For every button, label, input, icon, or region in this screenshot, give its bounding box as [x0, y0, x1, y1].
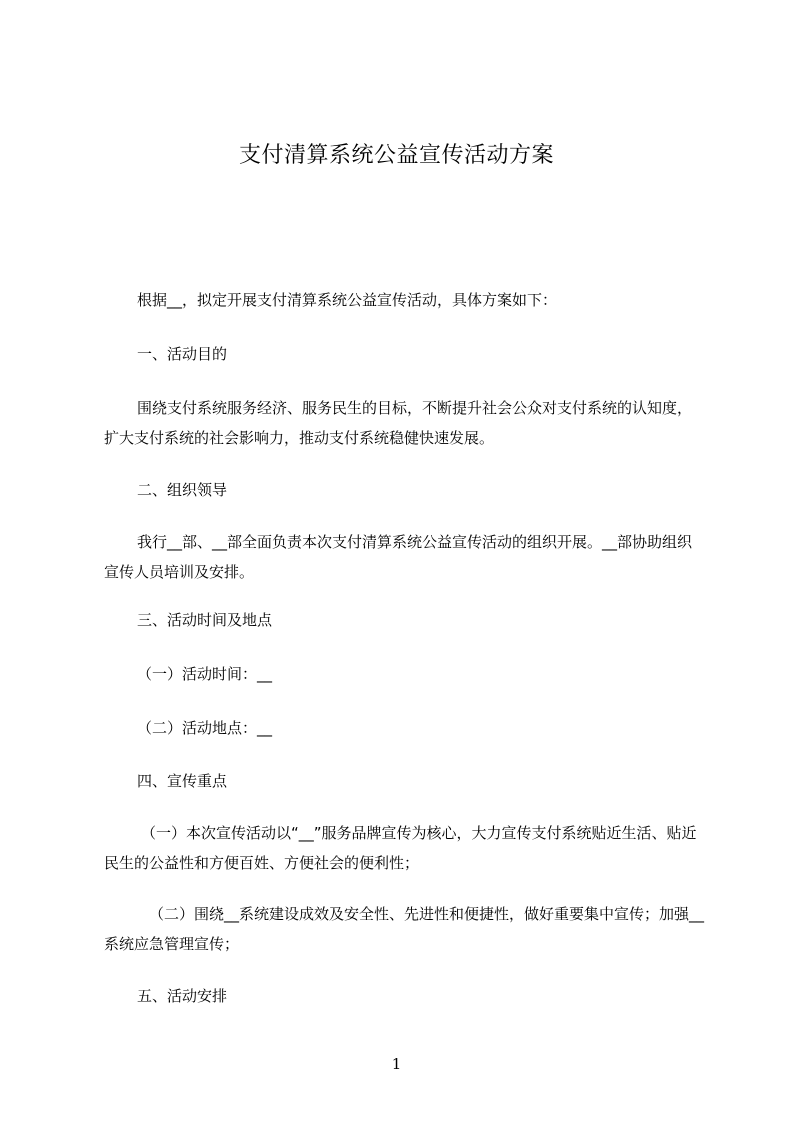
section-heading-time-location: 三、活动时间及地点 — [137, 611, 273, 629]
item-focus-1: （一）本次宣传活动以“__”服务品牌宣传为核心，大力宣传支付系统贴近生活、贴近民生的公益性和方便百姓、方便社会的便利性； — [104, 824, 697, 872]
page-number: 1 — [391, 1055, 402, 1073]
section-heading-organization: 二、组织领导 — [137, 481, 228, 499]
document-title: 支付清算系统公益宣传活动方案 — [238, 143, 554, 168]
section-heading-arrangement: 五、活动安排 — [137, 987, 228, 1005]
paragraph-purpose: 围绕支付系统服务经济、服务民生的目标，不断提升社会公众对支付系统的认知度，扩大支付系统的社会影响力，推动支付系统稳健快速发展。 — [104, 399, 693, 447]
item-activity-time: （一）活动时间：__ — [137, 665, 273, 683]
intro-paragraph: 根据__，拟定开展支付清算系统公益宣传活动，具体方案如下： — [137, 291, 558, 309]
section-heading-focus: 四、宣传重点 — [137, 772, 228, 790]
item-focus-2: （二）围绕__系统建设成效及安全性、先进性和便捷性，做好重要集中宣传；加强__系统应急管理宣传； — [104, 905, 705, 953]
section-heading-purpose: 一、活动目的 — [137, 345, 228, 363]
paragraph-organization: 我行__部、__部全面负责本次支付清算系统公益宣传活动的组织开展。__部协助组织宣传人员培训及安排。 — [104, 533, 693, 581]
item-activity-location: （二）活动地点：__ — [137, 719, 273, 737]
